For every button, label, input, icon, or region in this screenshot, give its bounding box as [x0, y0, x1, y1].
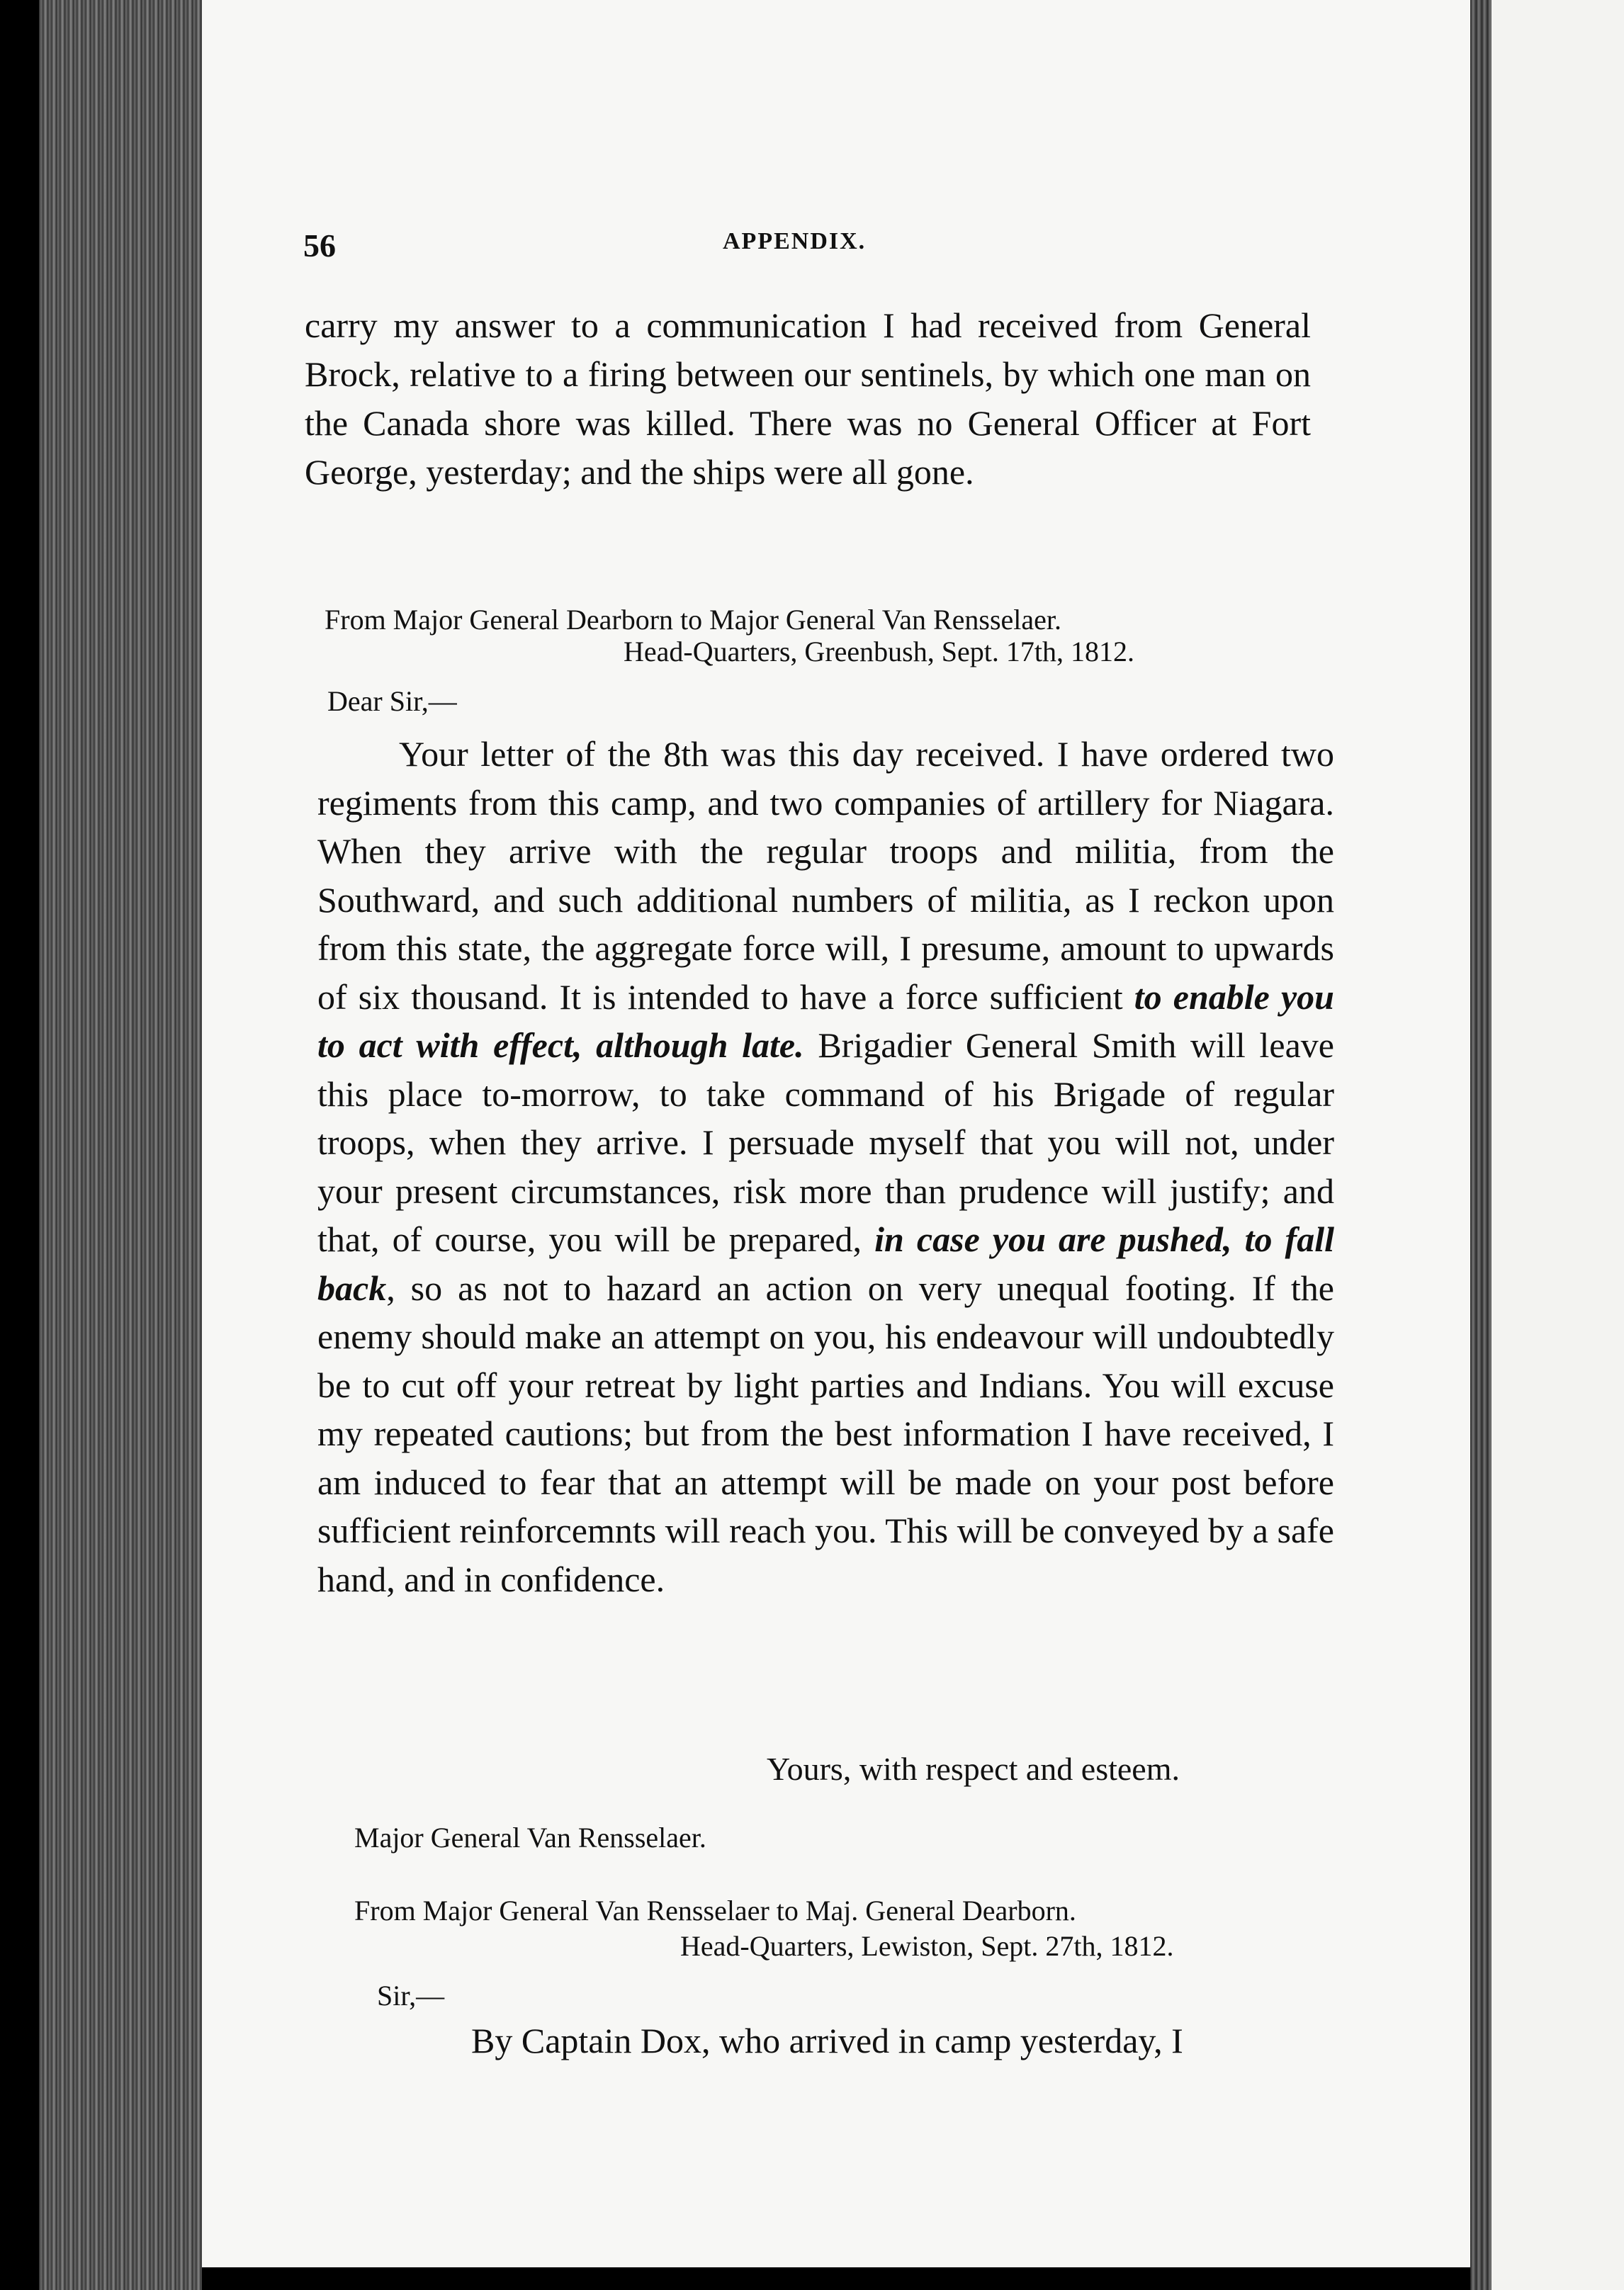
letter-1-text-part-1: Your letter of the 8th was this day received. I have ordered two regiments from this camp, and two companies of artillery for Niagara. When they arrive with the regular troops and militia, from the Southward, and such additional numbers of militia, as I reckon upon from this state, the aggregate force will, I presume, amount to upwards of six thousand. It is intended to have a force sufficient: [317, 734, 1334, 1017]
letter-1-addressee: Major General Van Rensselaer.: [354, 1822, 706, 1854]
letter-2-from-line: From Major General Van Rensselaer to Maj. General Dearborn.: [354, 1895, 1076, 1927]
paragraph-continuation: carry my answer to a communication I had received from General Brock, relative to a firing between our sentinels, by which one man on the Canada shore was killed. There was no General Officer at Fort George, yesterday; and the ships were all gone.: [305, 305, 1311, 492]
letter-1-body: [317, 730, 1334, 1603]
letter-2-headquarters-line: Head-Quarters, Lewiston, Sept. 27th, 1812.: [680, 1930, 1174, 1962]
running-head: APPENDIX.: [723, 228, 867, 254]
letter-1-headquarters-line: Head-Quarters, Greenbush, Sept. 17th, 1812.: [624, 636, 1134, 667]
letter-1-text-part-2: Brigadier General Smith will leave this place to-morrow, to take command of his Brigade of regular troops, when they arrive. I persuade myself that you will not, under your present circumstances, risk more than prudence will justify; and that, of course, you will be prepared,: [317, 1025, 1334, 1259]
letter-1-text-part-3: , so as not to hazard an action on very unequal footing. If the enemy should make an attempt on you, his endeavour will undoubtedly be to cut off your retreat by light parties and Indians. You will excuse my repeated cautions; but from the best information I have received, I am induced to fear that an attempt will be made on your post before sufficient reinforcemnts will reach you. This will be conveyed by a safe hand, and in confidence.: [317, 1268, 1334, 1599]
page-number: 56: [303, 227, 336, 264]
adjacent-page-edge: [1492, 0, 1624, 2290]
letter-1-closing: Yours, with respect and esteem.: [767, 1751, 1180, 1787]
book-page-edges-left: [39, 0, 202, 2290]
book-gutter-right: [1470, 0, 1492, 2290]
letter-1-italic-emphasis-1: to enable you to act with effect, although late.: [317, 976, 1334, 1065]
letter-1-salutation: Dear Sir,—: [327, 685, 457, 717]
letter-1-italic-emphasis-2: in case you are pushed, to fall back: [317, 1219, 1334, 1308]
letter-2-opening: By Captain Dox, who arrived in camp yesterday, I: [471, 2021, 1183, 2060]
letter-2-salutation: Sir,—: [377, 1980, 445, 2012]
letter-1-from-line: From Major General Dearborn to Major General Van Rensselaer.: [325, 604, 1062, 636]
